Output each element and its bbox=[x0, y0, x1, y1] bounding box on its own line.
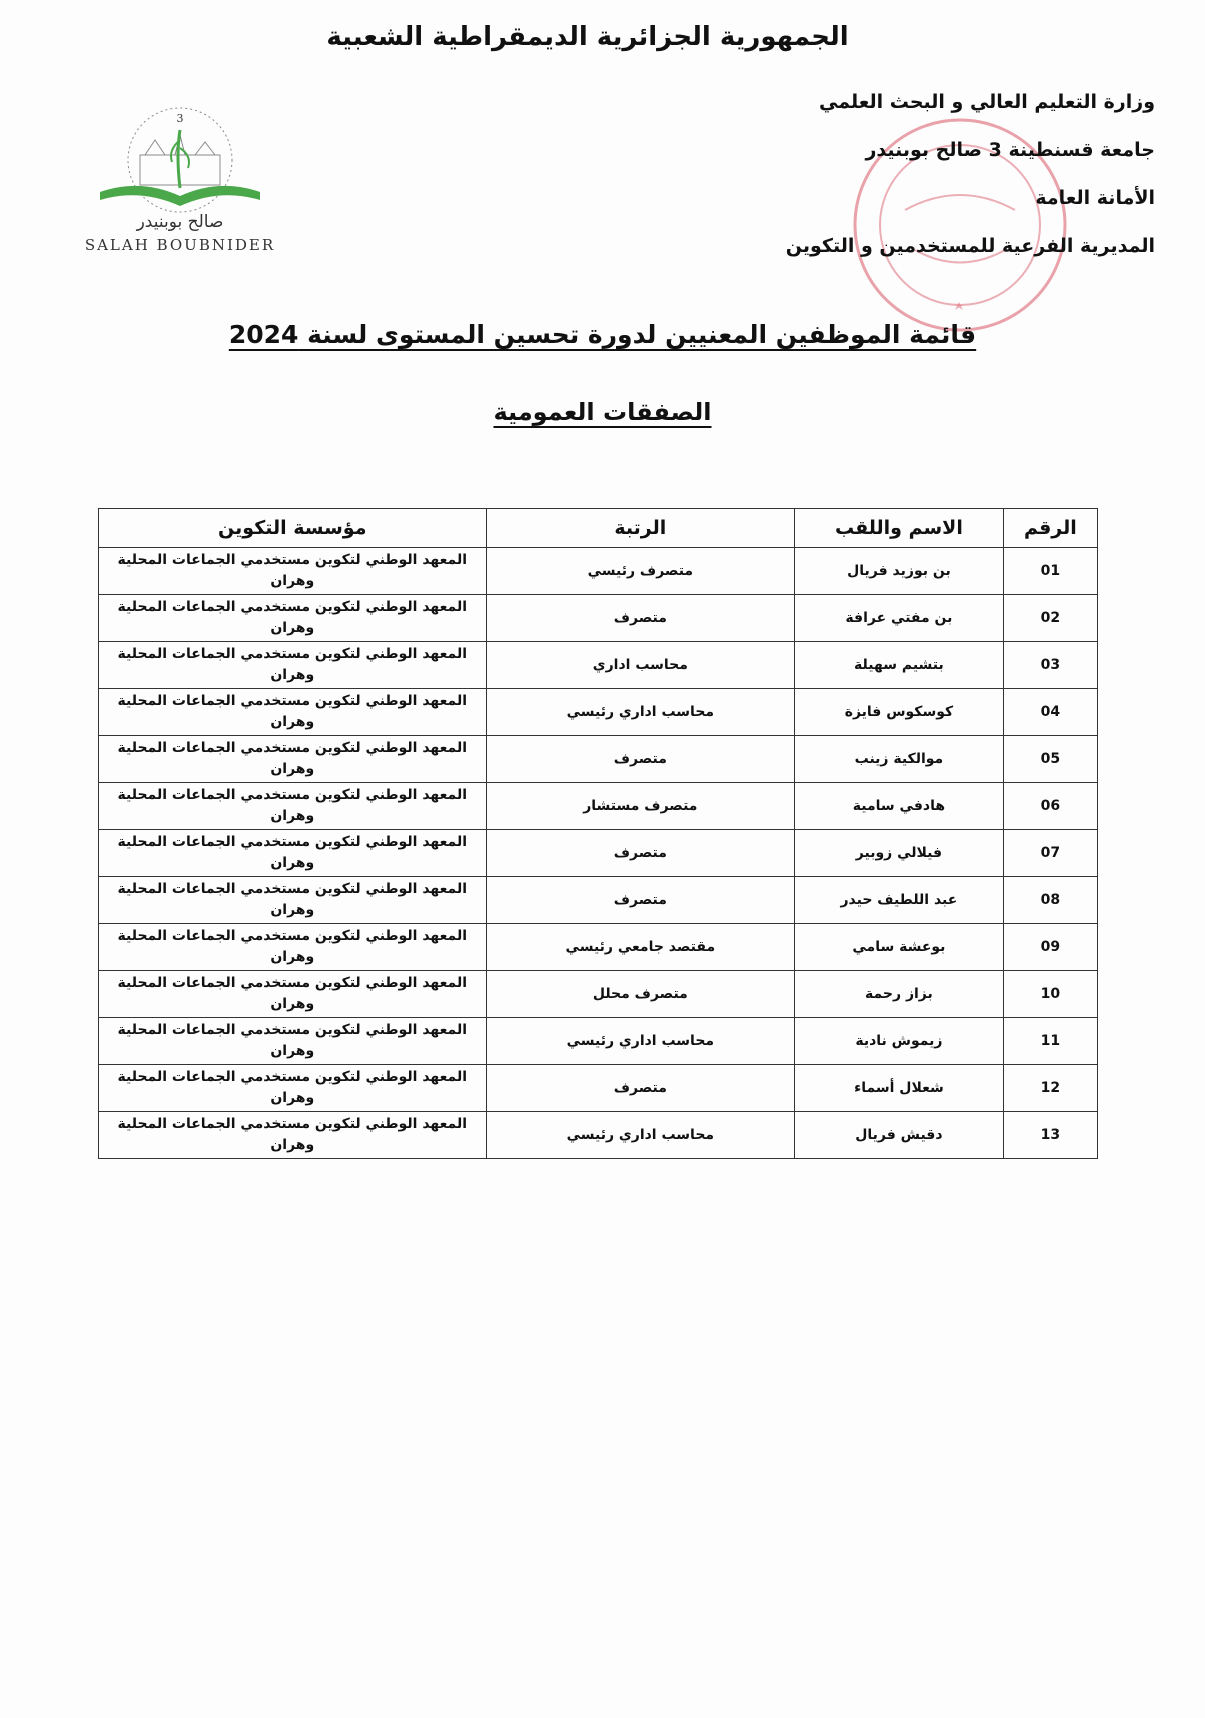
table-row bbox=[99, 736, 1098, 783]
university-line: جامعة قسنطينة 3 صالح بوبنيدر bbox=[865, 139, 1155, 161]
row-rank: متصرف bbox=[486, 877, 795, 924]
row-name: فيلالي زوبير bbox=[795, 830, 1004, 877]
institution-city: وهران bbox=[270, 573, 315, 589]
row-number: 01 bbox=[1003, 548, 1097, 595]
row-rank: متصرف رئيسي bbox=[486, 548, 795, 595]
row-rank: متصرف مستشار bbox=[486, 783, 795, 830]
institution-name: المعهد الوطني لتكوين مستخدمي الجماعات المحلية bbox=[117, 787, 467, 803]
institution-name: المعهد الوطني لتكوين مستخدمي الجماعات المحلية bbox=[117, 1116, 467, 1132]
row-institution bbox=[99, 595, 487, 642]
institution-city: وهران bbox=[270, 1043, 315, 1059]
row-number: 04 bbox=[1003, 689, 1097, 736]
table-row bbox=[99, 830, 1098, 877]
institution-city: وهران bbox=[270, 1137, 315, 1153]
row-number: 03 bbox=[1003, 642, 1097, 689]
row-institution bbox=[99, 877, 487, 924]
row-institution bbox=[99, 1018, 487, 1065]
row-institution bbox=[99, 1112, 487, 1159]
row-name: كوسكوس فايزة bbox=[795, 689, 1004, 736]
row-rank: متصرف bbox=[486, 830, 795, 877]
institution-name: المعهد الوطني لتكوين مستخدمي الجماعات المحلية bbox=[117, 646, 467, 662]
institution-city: وهران bbox=[270, 949, 315, 965]
institution-city: وهران bbox=[270, 855, 315, 871]
header-rank: الرتبة bbox=[486, 509, 795, 548]
row-rank: محاسب اداري رئيسي bbox=[486, 1112, 795, 1159]
institution-name: المعهد الوطني لتكوين مستخدمي الجماعات المحلية bbox=[117, 881, 467, 897]
svg-text:3: 3 bbox=[176, 112, 184, 125]
row-institution bbox=[99, 783, 487, 830]
institution-name: المعهد الوطني لتكوين مستخدمي الجماعات المحلية bbox=[117, 740, 467, 756]
logo-name-english: SALAH BOUBNIDER bbox=[84, 236, 276, 254]
row-name: بن بوزيد فريال bbox=[795, 548, 1004, 595]
row-number: 09 bbox=[1003, 924, 1097, 971]
header-name: الاسم واللقب bbox=[795, 509, 1004, 548]
row-institution bbox=[99, 971, 487, 1018]
table-row bbox=[99, 971, 1098, 1018]
row-number: 10 bbox=[1003, 971, 1097, 1018]
row-number: 05 bbox=[1003, 736, 1097, 783]
row-institution bbox=[99, 924, 487, 971]
row-institution bbox=[99, 830, 487, 877]
row-rank: متصرف bbox=[486, 595, 795, 642]
row-number: 08 bbox=[1003, 877, 1097, 924]
row-institution bbox=[99, 689, 487, 736]
institution-city: وهران bbox=[270, 996, 315, 1012]
document-subtitle bbox=[0, 398, 1205, 426]
row-number: 11 bbox=[1003, 1018, 1097, 1065]
row-institution bbox=[99, 736, 487, 783]
institution-city: وهران bbox=[270, 1090, 315, 1106]
document-subtitle-text: الصفقات العمومية bbox=[493, 398, 712, 426]
row-rank: محاسب اداري bbox=[486, 642, 795, 689]
row-name: بن مفتي عرافة bbox=[795, 595, 1004, 642]
row-name: شعلال أسماء bbox=[795, 1065, 1004, 1112]
institution-city: وهران bbox=[270, 667, 315, 683]
row-number: 02 bbox=[1003, 595, 1097, 642]
administration-block bbox=[635, 78, 1155, 270]
institution-city: وهران bbox=[270, 714, 315, 730]
ministry-line: وزارة التعليم العالي و البحث العلمي bbox=[819, 91, 1155, 113]
institution-name: المعهد الوطني لتكوين مستخدمي الجماعات المحلية bbox=[117, 1022, 467, 1038]
header-institution: مؤسسة التكوين bbox=[99, 509, 487, 548]
document-title bbox=[0, 320, 1205, 349]
staff-table bbox=[98, 508, 1098, 1159]
table-header-row bbox=[99, 509, 1098, 548]
staff-table-body bbox=[99, 548, 1098, 1159]
row-name: هادفي سامية bbox=[795, 783, 1004, 830]
republic-heading: الجمهورية الجزائرية الديمقراطية الشعبية bbox=[326, 22, 849, 52]
institution-name: المعهد الوطني لتكوين مستخدمي الجماعات المحلية bbox=[117, 599, 467, 615]
institution-name: المعهد الوطني لتكوين مستخدمي الجماعات المحلية bbox=[117, 975, 467, 991]
table-row bbox=[99, 783, 1098, 830]
table-row bbox=[99, 595, 1098, 642]
table-row bbox=[99, 1112, 1098, 1159]
row-institution bbox=[99, 642, 487, 689]
institution-city: وهران bbox=[270, 761, 315, 777]
row-name: دقيش فريال bbox=[795, 1112, 1004, 1159]
institution-name: المعهد الوطني لتكوين مستخدمي الجماعات المحلية bbox=[117, 1069, 467, 1085]
table-row bbox=[99, 1018, 1098, 1065]
table-row bbox=[99, 877, 1098, 924]
row-name: موالكية زينب bbox=[795, 736, 1004, 783]
table-row bbox=[99, 1065, 1098, 1112]
institution-city: وهران bbox=[270, 902, 315, 918]
row-name: بتشيم سهيلة bbox=[795, 642, 1004, 689]
table-row bbox=[99, 689, 1098, 736]
row-number: 12 bbox=[1003, 1065, 1097, 1112]
logo-name-arabic: صالح بوبنيدر bbox=[136, 212, 224, 232]
institution-name: المعهد الوطني لتكوين مستخدمي الجماعات المحلية bbox=[117, 693, 467, 709]
row-institution bbox=[99, 1065, 487, 1112]
row-rank: مقتصد جامعي رئيسي bbox=[486, 924, 795, 971]
row-rank: متصرف محلل bbox=[486, 971, 795, 1018]
header-num: الرقم bbox=[1003, 509, 1097, 548]
row-number: 07 bbox=[1003, 830, 1097, 877]
secretariat-line: الأمانة العامة bbox=[1035, 187, 1155, 209]
institution-city: وهران bbox=[270, 620, 315, 636]
row-name: بزاز رحمة bbox=[795, 971, 1004, 1018]
table-row bbox=[99, 924, 1098, 971]
table-row bbox=[99, 642, 1098, 689]
row-rank: محاسب اداري رئيسي bbox=[486, 689, 795, 736]
row-number: 13 bbox=[1003, 1112, 1097, 1159]
row-rank: متصرف bbox=[486, 1065, 795, 1112]
row-name: بوعشة سامي bbox=[795, 924, 1004, 971]
institution-name: المعهد الوطني لتكوين مستخدمي الجماعات المحلية bbox=[117, 834, 467, 850]
institution-name: المعهد الوطني لتكوين مستخدمي الجماعات المحلية bbox=[117, 928, 467, 944]
row-number: 06 bbox=[1003, 783, 1097, 830]
row-institution bbox=[99, 548, 487, 595]
table-row bbox=[99, 548, 1098, 595]
institution-city: وهران bbox=[270, 808, 315, 824]
document-title-text: قائمة الموظفين المعنيين لدورة تحسين المستوى لسنة 2024 bbox=[228, 320, 977, 349]
directorate-line: المديرية الفرعية للمستخدمين و التكوين bbox=[785, 235, 1155, 257]
row-rank: محاسب اداري رئيسي bbox=[486, 1018, 795, 1065]
row-name: زيموش نادية bbox=[795, 1018, 1004, 1065]
row-name: عبد اللطيف حيدر bbox=[795, 877, 1004, 924]
row-rank: متصرف bbox=[486, 736, 795, 783]
institution-name: المعهد الوطني لتكوين مستخدمي الجماعات المحلية bbox=[117, 552, 467, 568]
